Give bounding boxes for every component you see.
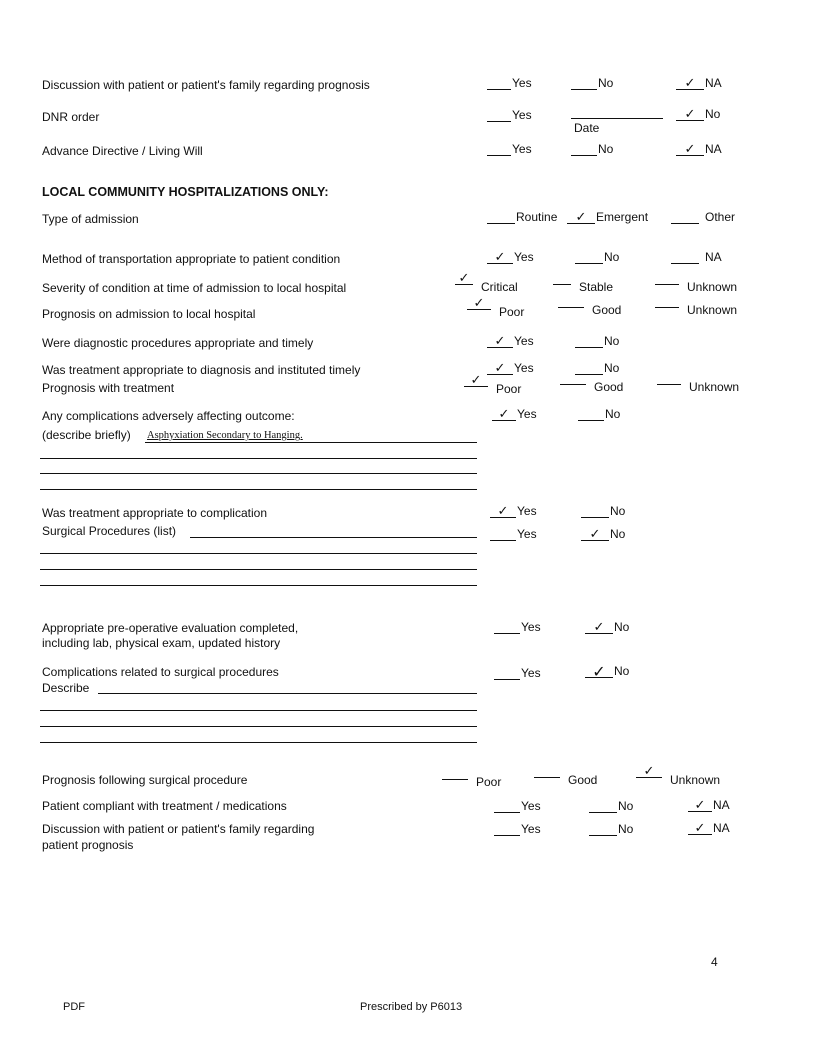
option-na-checked[interactable]: ✓ NA: [676, 76, 722, 90]
option-routine[interactable]: Routine: [487, 210, 557, 224]
option-na[interactable]: NA: [671, 250, 722, 264]
blank-line[interactable]: [40, 553, 477, 554]
option-no[interactable]: No: [575, 361, 619, 375]
check-icon: ✓: [684, 142, 696, 157]
option-no[interactable]: No: [581, 504, 625, 518]
footer-left: PDF: [63, 1001, 85, 1013]
question-patient-compliant: Patient compliant with treatment / medications: [42, 799, 287, 813]
option-good[interactable]: Good: [558, 303, 621, 317]
footer-center: Prescribed by P6013: [360, 1001, 463, 1013]
option-unknown[interactable]: Unknown: [655, 280, 737, 294]
option-poor-checked[interactable]: ✓ Poor: [464, 382, 521, 396]
blank-line[interactable]: [40, 473, 477, 474]
option-yes-checked[interactable]: ✓ Yes: [490, 504, 537, 518]
blank-line[interactable]: [40, 742, 477, 743]
option-no-checked[interactable]: ✓ No: [585, 664, 629, 678]
check-icon: ✓: [494, 334, 506, 349]
option-good[interactable]: Good: [560, 380, 623, 394]
option-yes[interactable]: Yes: [494, 822, 541, 836]
date-line[interactable]: [571, 118, 663, 119]
check-icon: ✓: [643, 764, 655, 780]
option-poor[interactable]: Poor: [442, 775, 501, 789]
surgical-list-line[interactable]: [190, 537, 477, 538]
question-prognosis-discussion: Discussion with patient or patient's family regarding prognosis: [42, 78, 370, 92]
option-emergent-checked[interactable]: ✓ Emergent: [567, 210, 648, 224]
option-no[interactable]: No: [571, 142, 613, 156]
option-poor-checked[interactable]: ✓ Poor: [467, 305, 524, 319]
option-yes-checked[interactable]: ✓ Yes: [487, 334, 534, 348]
check-icon: ✓: [473, 296, 485, 312]
answer-line: [145, 442, 477, 443]
option-yes-checked[interactable]: ✓ Yes: [487, 250, 534, 264]
question-complications: Any complications adversely affecting outcome:: [42, 409, 295, 423]
page-number: 4: [711, 955, 718, 969]
check-icon: ✓: [458, 271, 470, 287]
blank-line[interactable]: [40, 458, 477, 459]
question-discussion-prognosis: Discussion with patient or patient's family regarding: [42, 822, 315, 836]
check-icon: ✓: [494, 250, 506, 265]
question-surgical-complications: Complications related to surgical procedures: [42, 665, 279, 679]
check-icon: ✓: [494, 361, 506, 376]
question-prognosis-treatment: Prognosis with treatment: [42, 381, 175, 395]
option-no[interactable]: No: [575, 250, 619, 264]
check-icon: ✓: [589, 527, 601, 542]
question-dnr-order: DNR order: [42, 110, 100, 124]
blank-line[interactable]: [40, 726, 477, 727]
check-icon: ✓: [497, 504, 509, 519]
option-yes-checked[interactable]: ✓ Yes: [487, 361, 534, 375]
question-preop-evaluation-cont: including lab, physical exam, updated history: [42, 636, 281, 650]
blank-line[interactable]: [40, 569, 477, 570]
option-na-checked[interactable]: ✓ NA: [688, 798, 730, 812]
option-good[interactable]: Good: [534, 773, 597, 787]
question-surgical-procedures: Surgical Procedures (list): [42, 524, 177, 538]
check-icon: ✓: [694, 821, 706, 836]
option-stable[interactable]: Stable: [553, 280, 613, 294]
check-icon: ✓: [498, 407, 510, 422]
option-na-checked[interactable]: ✓ NA: [688, 821, 730, 835]
option-yes[interactable]: Yes: [487, 108, 532, 122]
option-yes[interactable]: Yes: [494, 620, 541, 634]
blank-line[interactable]: [40, 489, 477, 490]
describe-answer[interactable]: Asphyxiation Secondary to Hanging.: [147, 430, 303, 441]
describe-line[interactable]: [98, 693, 477, 694]
question-prognosis-surgical: Prognosis following surgical procedure: [42, 773, 248, 787]
check-icon: ✓: [684, 76, 696, 91]
date-label: Date: [574, 121, 600, 135]
question-transportation: Method of transportation appropriate to patient condition: [42, 252, 341, 266]
option-no[interactable]: No: [575, 334, 619, 348]
option-yes[interactable]: Yes: [487, 76, 532, 90]
option-yes[interactable]: Yes: [494, 799, 541, 813]
option-no[interactable]: No: [571, 76, 613, 90]
option-other[interactable]: Other: [671, 210, 735, 224]
question-discussion-prognosis-cont: patient prognosis: [42, 838, 134, 852]
option-yes[interactable]: Yes: [490, 527, 537, 541]
option-no[interactable]: No: [589, 799, 633, 813]
option-no-checked[interactable]: ✓ No: [676, 107, 720, 121]
option-no[interactable]: No: [589, 822, 633, 836]
question-diagnostic: Were diagnostic procedures appropriate and timely: [42, 336, 314, 350]
option-unknown-checked[interactable]: ✓ Unknown: [636, 773, 720, 787]
describe-label: (describe briefly): [42, 428, 131, 442]
question-advance-directive: Advance Directive / Living Will: [42, 144, 203, 158]
check-icon: ✓: [694, 798, 706, 813]
question-prognosis-admission: Prognosis on admission to local hospital: [42, 307, 256, 321]
option-na-checked[interactable]: ✓ NA: [676, 142, 722, 156]
check-icon: ✓: [470, 373, 482, 389]
question-treatment-appropriate: Was treatment appropriate to diagnosis and instituted timely: [42, 363, 361, 377]
option-yes-checked[interactable]: ✓ Yes: [492, 407, 537, 421]
section-heading: LOCAL COMMUNITY HOSPITALIZATIONS ONLY:: [42, 185, 329, 199]
check-icon: ✓: [684, 107, 696, 122]
check-icon: ✓: [575, 210, 587, 225]
blank-line[interactable]: [40, 585, 477, 586]
question-severity: Severity of condition at time of admission to local hospital: [42, 281, 347, 295]
blank-line[interactable]: [40, 710, 477, 711]
option-yes[interactable]: Yes: [494, 666, 541, 680]
option-yes[interactable]: Yes: [487, 142, 532, 156]
option-no-checked[interactable]: ✓ No: [585, 620, 629, 634]
option-unknown[interactable]: Unknown: [655, 303, 737, 317]
check-icon: ✓: [593, 620, 605, 635]
option-no[interactable]: No: [578, 407, 620, 421]
option-critical-checked[interactable]: ✓ Critical: [455, 280, 518, 294]
question-admission-type: Type of admission: [42, 212, 139, 226]
question-preop-evaluation: Appropriate pre-operative evaluation completed,: [42, 621, 299, 635]
question-treatment-complication: Was treatment appropriate to complication: [42, 506, 267, 520]
option-unknown[interactable]: Unknown: [657, 380, 739, 394]
describe-label: Describe: [42, 681, 90, 695]
option-no-checked[interactable]: ✓ No: [581, 527, 625, 541]
check-icon: ✓: [592, 662, 606, 681]
